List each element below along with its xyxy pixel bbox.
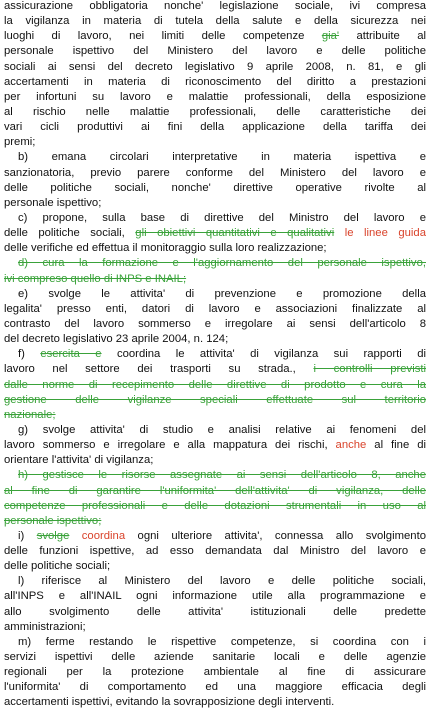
deleted-text: nazionale; bbox=[4, 408, 56, 421]
text-line bbox=[4, 75, 426, 90]
text-segment: delle politiche sociali, bbox=[4, 227, 136, 240]
text-line bbox=[4, 589, 426, 604]
text-line bbox=[4, 302, 426, 317]
text-line bbox=[4, 166, 426, 181]
text-segment: per infortuni su lavoro e malattie professionali, della esposizione bbox=[4, 90, 426, 103]
text-line bbox=[4, 499, 426, 514]
text-line bbox=[4, 484, 426, 499]
text-line bbox=[4, 317, 426, 332]
text-segment bbox=[69, 530, 81, 542]
text-line bbox=[4, 453, 426, 468]
text-line bbox=[4, 60, 426, 75]
deleted-text: d) cura la formazione e l'aggiornamento del personale ispettivo, bbox=[18, 257, 426, 270]
text-line bbox=[4, 135, 426, 150]
text-line bbox=[4, 680, 426, 695]
text-segment: i) bbox=[18, 529, 37, 542]
text-line bbox=[4, 226, 426, 241]
text-segment: del decreto legislativo 23 aprile 2004, n. 124; bbox=[4, 333, 229, 346]
text-segment: sociali ai sensi del decreto legislativo 9 aprile 2008, n. 81, e gli bbox=[4, 60, 426, 73]
text-line bbox=[4, 393, 426, 408]
text-segment: orientare l'attivita' di vigilanza; bbox=[4, 454, 154, 467]
text-segment: legalita' presso enti, datori di lavoro e associazioni finalizzate al bbox=[4, 302, 426, 315]
text-line bbox=[4, 287, 426, 302]
text-segment: c) propone, sulla base di direttive del Ministro del lavoro e bbox=[18, 211, 426, 224]
deleted-text: i controlli previsti bbox=[313, 363, 426, 376]
inserted-text: anche bbox=[335, 439, 367, 452]
text-segment: m) ferme restando le rispettive competenze, si coordina con i bbox=[18, 635, 426, 648]
text-line bbox=[4, 241, 426, 256]
text-line bbox=[4, 514, 426, 529]
text-segment: delle politiche sociali, nonche' direttive operative rivolte al bbox=[4, 181, 426, 194]
text-line bbox=[4, 332, 426, 347]
deleted-text: dalle norme di recepimento delle direttive di prodotto e cura la bbox=[4, 378, 426, 391]
text-line bbox=[4, 14, 426, 29]
text-segment bbox=[334, 227, 344, 239]
deleted-text: h) gestisce le risorse assegnate ai sensi dell'articolo 8, anche bbox=[18, 469, 426, 482]
text-segment: g) svolge attivita' di studio e analisi relative ai fenomeni del bbox=[18, 423, 426, 436]
text-line bbox=[4, 635, 426, 650]
text-line bbox=[4, 650, 426, 665]
text-segment: amministrazioni; bbox=[4, 620, 86, 633]
text-line bbox=[4, 468, 426, 483]
text-segment: vari cicli produttivi ai fini della applicazione della tariffa dei bbox=[4, 121, 426, 134]
deleted-text: al fine di garantire l'uniformita' dell'attivita' di vigilanza, delle bbox=[4, 484, 426, 497]
text-segment: lavoro nel settore dei trasporti su strada., bbox=[4, 363, 314, 376]
text-segment: l) riferisce al Ministero del lavoro e delle politiche sociali, bbox=[18, 575, 426, 588]
text-line bbox=[4, 559, 426, 574]
text-segment: al rischio nelle malattie professionali, delle caratteristiche dei bbox=[4, 105, 426, 118]
text-line bbox=[4, 256, 426, 271]
text-line bbox=[4, 378, 426, 393]
text-line bbox=[4, 44, 426, 59]
text-segment: servizi ispettivi delle aziende sanitarie locali e delle agenzie bbox=[4, 651, 426, 664]
text-line bbox=[4, 362, 426, 377]
text-line bbox=[4, 695, 426, 710]
text-segment: e) svolge le attivita' di prevenzione e promozione della bbox=[18, 287, 426, 300]
text-line bbox=[4, 181, 426, 196]
deleted-text: gestione delle vigilanze speciali effettuate sul territorio bbox=[4, 393, 426, 406]
text-segment: premi; bbox=[4, 136, 36, 149]
text-segment: luoghi di lavoro, nei limiti delle competenze bbox=[4, 30, 322, 43]
deleted-text: gia' bbox=[321, 30, 340, 43]
text-segment: accertamenti in materia di riconoscimento del diritto a prestazioni bbox=[4, 75, 426, 88]
text-segment: allo svolgimento delle attivita' istituzionali delle predette bbox=[4, 605, 426, 618]
legal-text-document bbox=[4, 0, 426, 711]
text-segment: personale ispettivo; bbox=[4, 196, 102, 209]
text-line bbox=[4, 620, 426, 635]
text-line bbox=[4, 665, 426, 680]
text-line bbox=[4, 438, 426, 453]
text-segment: all'INPS e all'INAIL ogni informazione utile alla programmazione e bbox=[4, 590, 426, 603]
text-line bbox=[4, 196, 426, 211]
text-segment: coordina le attivita' di vigilanza sui rapporti di bbox=[101, 348, 426, 361]
text-segment: la vigilanza in materia di tutela della salute e della sicurezza nei bbox=[4, 15, 426, 28]
text-segment: contrasto del lavoro sommerso e irregolare ai sensi dell'articolo 8 bbox=[4, 317, 426, 330]
text-line bbox=[4, 605, 426, 620]
text-segment: delle funzioni ispettive, ad esso demandata dal Ministro del lavoro e bbox=[4, 545, 426, 558]
text-line bbox=[4, 408, 426, 423]
text-segment: lavoro sommerso e irregolare e alla mappatura dei rischi, bbox=[4, 439, 336, 452]
text-segment: assicurazione obbligatoria nonche' legislazione sociale, ivi compresa bbox=[4, 0, 426, 12]
text-segment: delle politiche sociali; bbox=[4, 560, 111, 573]
inserted-text: coordina bbox=[81, 529, 126, 542]
text-line bbox=[4, 211, 426, 226]
text-line bbox=[4, 574, 426, 589]
text-segment: attribuite al bbox=[339, 30, 426, 43]
text-segment: accertamenti ispettivi, evitando la sovrapposizione degli interventi. bbox=[4, 696, 335, 709]
text-segment: f) bbox=[18, 348, 41, 361]
text-line bbox=[4, 90, 426, 105]
deleted-text: personale ispettivo; bbox=[4, 514, 102, 527]
deleted-text: gli obiettivi quantitativi e qualitativi bbox=[135, 227, 335, 240]
inserted-text: le linee guida bbox=[344, 227, 426, 240]
deleted-text: esercita e bbox=[40, 348, 102, 361]
text-line bbox=[4, 272, 426, 287]
text-segment: l'uniformita' di comportamento ed una maggiore efficacia degli bbox=[4, 681, 426, 694]
deleted-text: competenze professionali e delle dotazioni strumentali in uso al bbox=[4, 499, 426, 512]
deleted-text: svolge bbox=[36, 529, 70, 542]
text-segment: regionali per la protezione ambientale al fine di assicurare bbox=[4, 666, 426, 679]
text-segment: delle verifiche ed effettua il monitoraggio sulla loro realizzazione; bbox=[4, 242, 327, 255]
text-line bbox=[4, 347, 426, 362]
text-segment: ogni ulteriore attivita', connessa allo svolgimento bbox=[125, 529, 426, 542]
text-segment: b) emana circolari interpretative in materia ispettiva e bbox=[18, 151, 426, 164]
text-line bbox=[4, 120, 426, 135]
text-segment: personale ispettivo del Ministero del lavoro e delle politiche bbox=[4, 45, 426, 58]
text-line bbox=[4, 544, 426, 559]
text-line bbox=[4, 29, 426, 44]
text-line bbox=[4, 105, 426, 120]
text-line bbox=[4, 423, 426, 438]
text-line bbox=[4, 150, 426, 165]
text-segment: sanzionatoria, previo parere conforme del Ministero del lavoro e bbox=[4, 166, 426, 179]
text-line bbox=[4, 529, 426, 544]
text-line bbox=[4, 0, 426, 14]
text-segment: al fine di bbox=[366, 439, 426, 452]
deleted-text: ivi compreso quello di INPS e INAIL; bbox=[4, 272, 187, 285]
